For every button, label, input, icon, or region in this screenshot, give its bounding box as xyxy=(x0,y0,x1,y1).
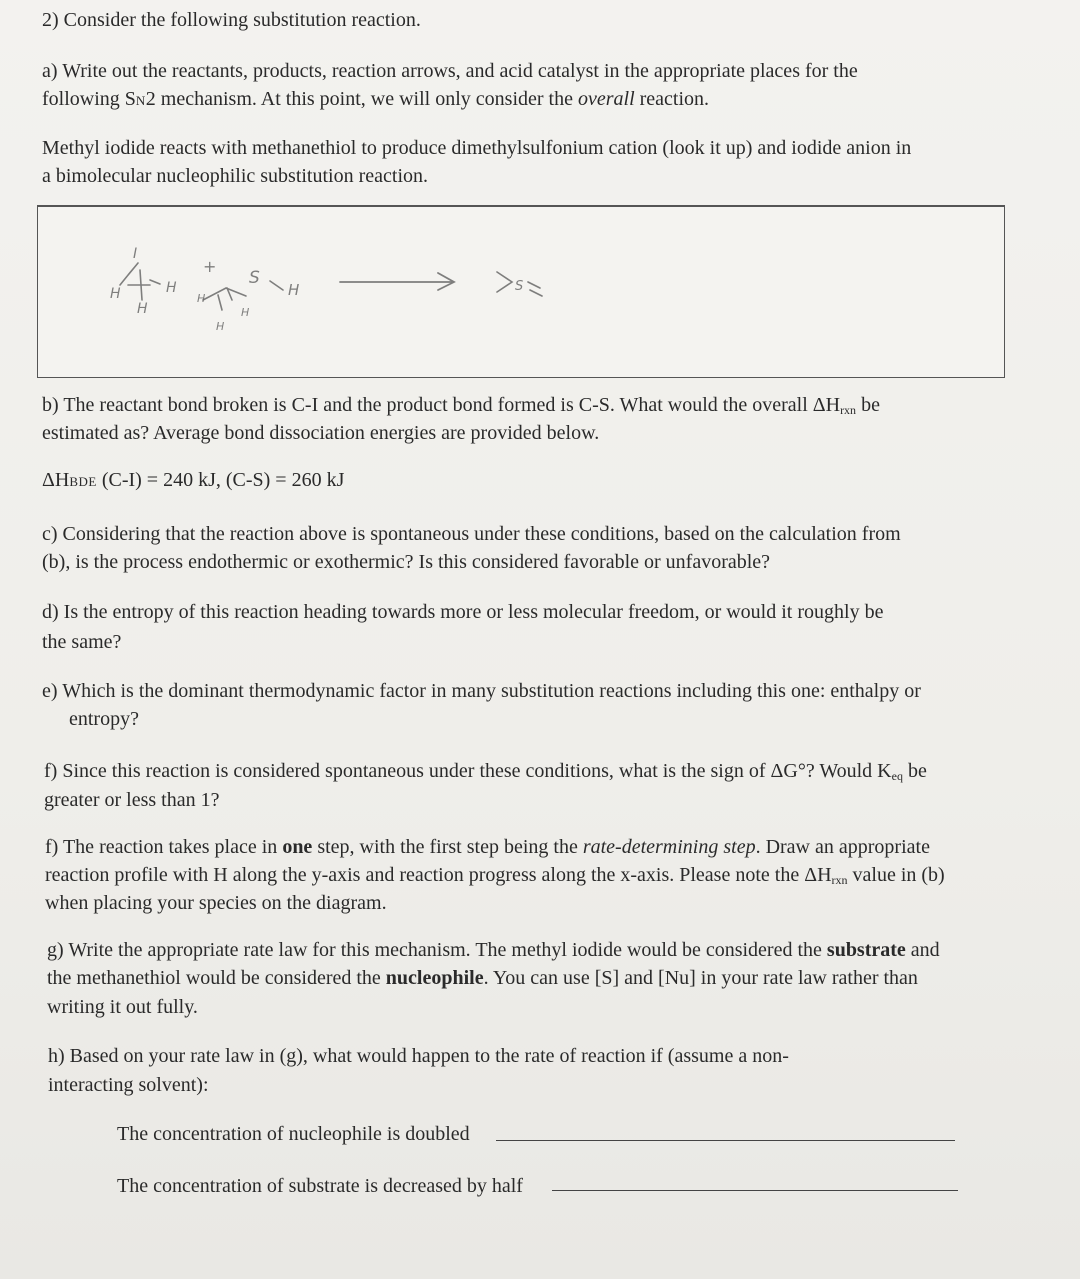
part-e-line1: e) Which is the dominant thermodynamic factor in many substitution reactions including this one: enthalpy or xyxy=(42,680,921,702)
bde-values: ΔHBDE (C-I) = 240 kJ, (C-S) = 260 kJ xyxy=(42,469,345,491)
part-b-line1: b) The reactant bond broken is C-I and the product bond formed is C-S. What would the overall $\Delta H_{rxn}$ be xyxy=(42,394,880,417)
bond-stroke xyxy=(120,263,138,285)
hw-plus: + xyxy=(203,257,217,276)
part-d-line2: the same? xyxy=(42,631,122,653)
part-f2-line3: when placing your species on the diagram. xyxy=(45,892,387,914)
part-c-line2: (b), is the process endothermic or exothermic? Is this considered favorable or unfavorable? xyxy=(42,551,771,573)
question-title: Consider the following substitution reaction. xyxy=(63,9,421,31)
hw-h5: H xyxy=(197,292,206,305)
part-h-item1-answer-line[interactable] xyxy=(496,1140,955,1141)
hw-h3: H xyxy=(166,280,177,296)
part-b-line2: estimated as? Average bond dissociation energies are provided below. xyxy=(42,422,600,444)
part-f1-line1: f) Since this reaction is considered spontaneous under these conditions, what is the sign of ΔG°? Would $K_{eq}$ be xyxy=(44,760,927,783)
hw-sulfur: S xyxy=(249,268,260,288)
part-h-item1-label: The concentration of nucleophile is doubled xyxy=(117,1123,470,1145)
part-a-description-line2: a bimolecular nucleophilic substitution reaction. xyxy=(42,165,429,187)
part-e-line2: entropy? xyxy=(69,708,139,730)
part-h-item2-answer-line[interactable] xyxy=(552,1190,958,1191)
question-number: 2) xyxy=(42,9,59,31)
part-c-line1: c) Considering that the reaction above is spontaneous under these conditions, based on the calculation from xyxy=(42,523,901,545)
part-h-line2: interacting solvent): xyxy=(48,1074,209,1096)
hw-h1: H xyxy=(110,286,121,302)
part-h-line1: h) Based on your rate law in (g), what would happen to the rate of reaction if (assume a non- xyxy=(48,1045,789,1067)
part-a-line2: following SN2 mechanism. At this point, we will only consider the overall reaction. xyxy=(42,88,710,110)
part-h-item2-label: The concentration of substrate is decreased by half xyxy=(117,1175,523,1197)
hw-h4: H xyxy=(288,281,300,299)
part-a-line1: a) Write out the reactants, products, reaction arrows, and acid catalyst in the appropriate places for the xyxy=(42,60,858,82)
part-f2-line1: f) The reaction takes place in one step, with the first step being the rate-determining step. Draw an appropriate xyxy=(45,836,930,858)
hw-h6: H xyxy=(216,320,225,333)
part-a-description-line1: Methyl iodide reacts with methanethiol to produce dimethylsulfonium cation (look it up) and iodide anion in xyxy=(42,137,912,159)
handwritten-mechanism xyxy=(0,0,1080,400)
hw-h7: H xyxy=(241,306,250,319)
part-g-line1: g) Write the appropriate rate law for this mechanism. The methyl iodide would be considered the substrate and xyxy=(47,939,940,961)
hw-iodine: I xyxy=(133,246,138,262)
part-d-line1: d) Is the entropy of this reaction heading towards more or less molecular freedom, or would it roughly be xyxy=(42,601,884,623)
part-g-line2: the methanethiol would be considered the nucleophile. You can use [S] and [Nu] in your rate law rather than xyxy=(47,967,918,989)
part-f2-line2: reaction profile with H along the y-axis and reaction progress along the x-axis. Please note the $\Delta H_{rxn}$ value in (b) xyxy=(45,864,945,887)
part-g-line3: writing it out fully. xyxy=(47,996,198,1018)
part-f1-line2: greater or less than 1? xyxy=(44,789,220,811)
hw-h2: H xyxy=(137,301,148,317)
hw-product-sulfur: S xyxy=(515,279,524,294)
